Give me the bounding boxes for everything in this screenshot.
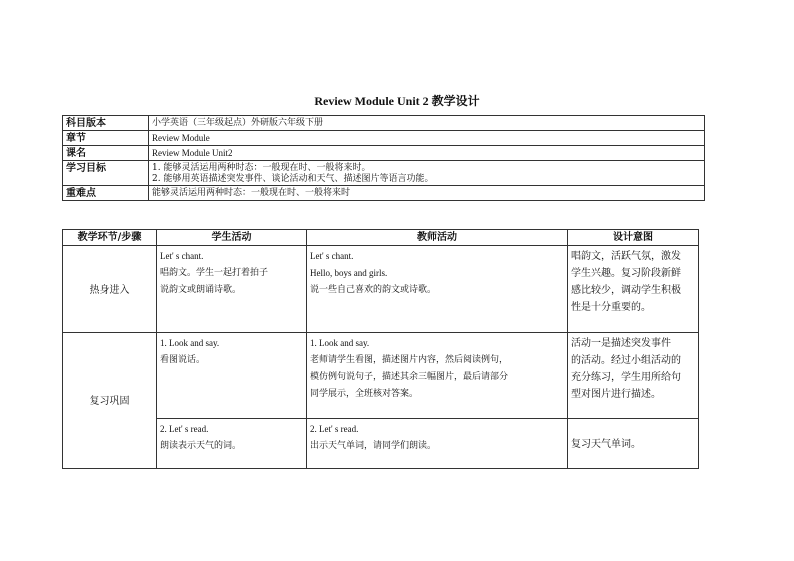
student-activity-cell (157, 246, 307, 333)
lesson-plan-table (62, 229, 699, 469)
text-line: Let' s chant. (160, 251, 204, 261)
text-line: 模仿例句说句子，描述其余三幅图片，最后请部分 (310, 372, 509, 382)
header-intent: 设计意图 (568, 230, 699, 246)
info-value (149, 186, 705, 201)
text-line: 复习天气单词。 (571, 439, 641, 450)
info-label: 章节 (63, 131, 149, 146)
info-value-line: Review Module Unit2 (152, 148, 233, 158)
info-value-line: 1. 能够灵活运用两种时态：一般现在时、一般将来时。 (152, 163, 371, 173)
text-line: 看图说话。 (160, 355, 206, 365)
text-line: 1. Look and say. (160, 338, 220, 348)
info-label: 课名 (63, 146, 149, 161)
teacher-activity-cell (307, 333, 568, 419)
info-value (149, 146, 705, 161)
teacher-activity-cell (307, 246, 568, 333)
design-intent-cell (568, 419, 699, 469)
stage-cell: 复习巩固 (63, 333, 157, 469)
text-line: 2. Let' s read. (160, 424, 209, 434)
info-value (149, 116, 705, 131)
document-title: Review Module Unit 2 教学设计 (314, 94, 480, 108)
teacher-activity-cell (307, 419, 568, 469)
text-line: 活动一是描述突发事件 (571, 338, 671, 349)
text-line: 性是十分重要的。 (571, 302, 651, 313)
text-line: 学生兴趣。复习阶段新鲜 (571, 268, 681, 279)
text-line: 说韵文或朗诵诗歌。 (160, 285, 242, 295)
header-teacher: 教师活动 (307, 230, 568, 246)
info-row-version (63, 116, 705, 131)
info-value (149, 161, 705, 186)
info-value-line: 2. 能够用英语描述突发事件、谈论活动和天气、描述图片等语言功能。 (152, 174, 434, 184)
text-line: 老师请学生看图，描述图片内容，然后阅读例句， (310, 355, 509, 365)
text-line: 唱韵文。学生一起打着拍子 (160, 268, 269, 278)
info-label: 重难点 (63, 186, 149, 201)
text-line: 出示天气单词，请同学们朗读。 (310, 441, 437, 451)
header-student: 学生活动 (157, 230, 307, 246)
text-line: 型对图片进行描述。 (571, 389, 661, 400)
text-line: 2. Let' s read. (310, 424, 359, 434)
design-intent-cell (568, 246, 699, 333)
text-line: 的活动。经过小组活动的 (571, 355, 681, 366)
text-line: 感比较少，调动学生积极 (571, 285, 681, 296)
info-label: 科目版本 (63, 116, 149, 131)
text-line: 充分练习，学生用所给句 (571, 372, 681, 383)
text-line: 同学展示，全班核对答案。 (310, 389, 419, 399)
text-line: Hello, boys and girls. (310, 268, 388, 278)
text-line: 说一些自己喜欢的韵文或诗歌。 (310, 285, 437, 295)
text-line: 朗读表示天气的词。 (160, 441, 242, 451)
info-value-line: 能够灵活运用两种时态：一般现在时、一般将来时 (152, 188, 351, 198)
text-line: 1. Look and say. (310, 338, 370, 348)
info-value (149, 131, 705, 146)
plan-row-review-1 (63, 333, 699, 419)
design-intent-cell (568, 333, 699, 419)
info-value-line: Review Module (152, 133, 210, 143)
info-row-lesson (63, 146, 705, 161)
info-row-key-points (63, 186, 705, 201)
info-label: 学习目标 (63, 161, 149, 186)
text-line: 唱韵文，活跃气氛，激发 (571, 251, 681, 262)
plan-header-row (63, 230, 699, 246)
stage-cell: 热身进入 (63, 246, 157, 333)
info-row-chapter (63, 131, 705, 146)
course-info-table (62, 115, 705, 201)
text-line: Let' s chant. (310, 251, 354, 261)
plan-row-warmup (63, 246, 699, 333)
info-row-objectives (63, 161, 705, 186)
info-value-line: 小学英语（三年级起点）外研版六年级下册 (152, 118, 324, 128)
student-activity-cell (157, 333, 307, 419)
student-activity-cell (157, 419, 307, 469)
header-stage: 教学环节/步骤 (63, 230, 157, 246)
plan-row-review-2 (63, 419, 699, 469)
